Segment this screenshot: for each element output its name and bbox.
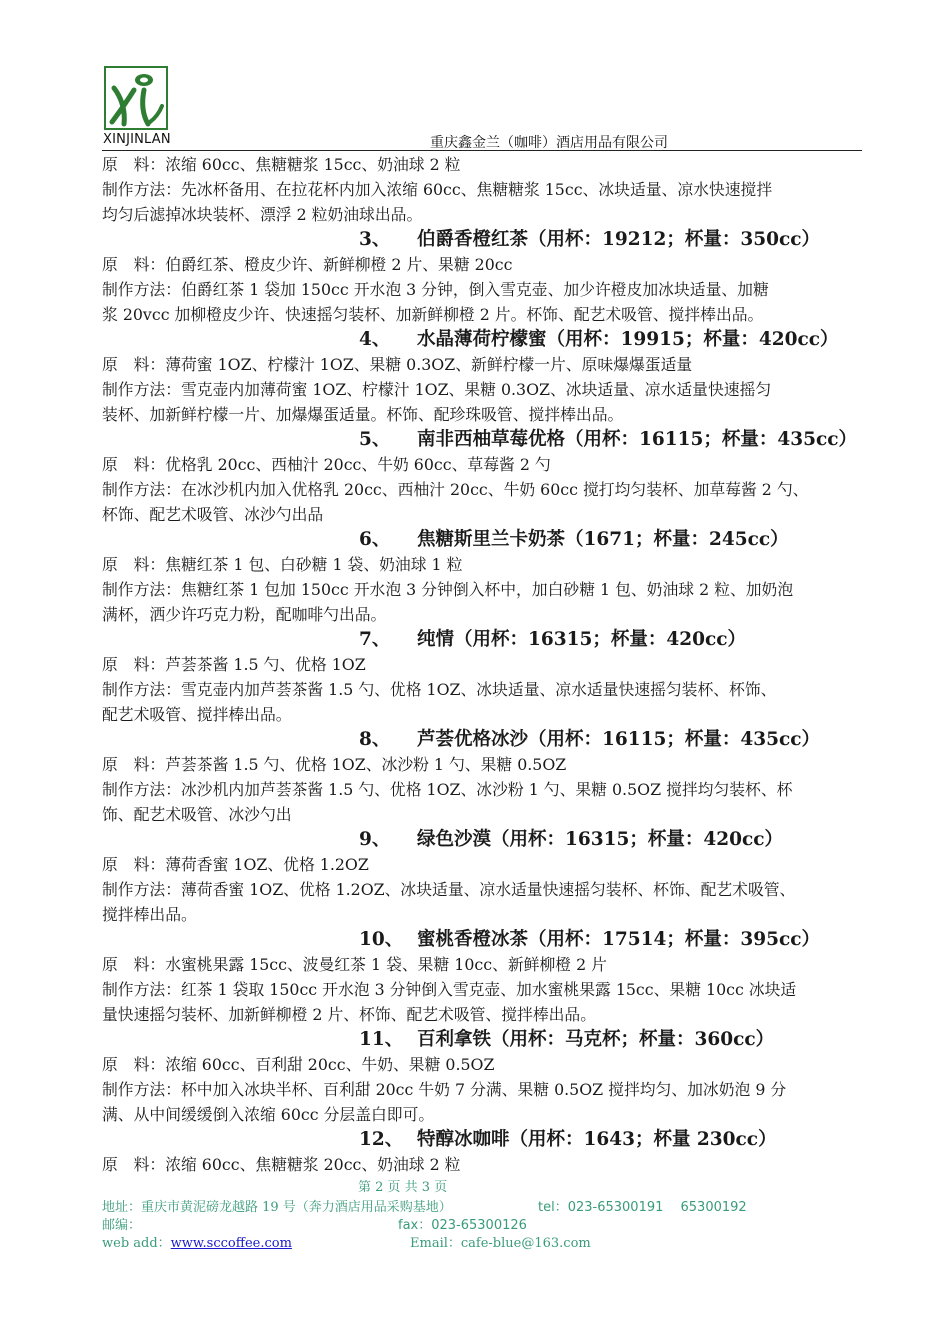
text-line: 原 料：芦荟茶酱 1.5 勺、优格 1OZ、冰沙粉 1 勺、果糖 0.5OZ	[102, 755, 567, 774]
recipe-heading	[102, 1127, 867, 1152]
recipe-heading	[102, 727, 867, 752]
text-line: 制作方法：雪克壶内加芦荟茶酱 1.5 勺、优格 1OZ、冰块适量、凉水适量快速摇匀装杯、杯饰、	[102, 680, 777, 699]
recipe-heading	[102, 427, 867, 452]
footer-address: 地址：重庆市黄泥磅龙越路 19 号（奔力酒店用品采购基地）	[102, 1200, 452, 1215]
text-line: 装杯、加新鲜柠檬一片、加爆爆蛋适量。杯饰、配珍珠吸管、搅拌棒出品。	[102, 405, 624, 424]
text-line: 制作方法：先冰杯备用、在拉花杯内加入浓缩 60cc、焦糖糖浆 15cc、冰块适量、凉水快速搅拌	[102, 180, 773, 199]
text-line: 原 料：优格乳 20cc、西柚汁 20cc、牛奶 60cc、草莓酱 2 勺	[102, 455, 551, 474]
text-line: 原 料：浓缩 60cc、焦糖糖浆 20cc、奶油球 2 粒	[102, 1155, 461, 1174]
recipe-heading	[102, 327, 867, 352]
website-link[interactable]: www.sccoffee.com	[170, 1236, 292, 1251]
text-line: 原 料：薄荷香蜜 1OZ、优格 1.2OZ	[102, 855, 369, 874]
recipe-number: 12、	[359, 1129, 404, 1150]
recipe-title: 伯爵香橙红茶（用杯：19212；杯量：350cc）	[417, 229, 821, 250]
recipe-title: 水晶薄荷柠檬蜜（用杯：19915；杯量：420cc）	[417, 329, 839, 350]
company-name: 重庆鑫金兰（咖啡）酒店用品有限公司	[430, 135, 668, 151]
company-logo-icon	[104, 66, 168, 130]
recipe-number: 5、	[359, 429, 391, 450]
recipe-title: 南非西柚草莓优格（用杯：16115；杯量：435cc）	[417, 429, 858, 450]
text-line: 原 料：焦糖红茶 1 包、白砂糖 1 袋、奶油球 1 粒	[102, 555, 463, 574]
recipe-title: 芦荟优格冰沙（用杯：16115；杯量：435cc）	[417, 729, 821, 750]
recipe-content	[102, 152, 867, 1177]
recipe-number: 8、	[359, 729, 391, 750]
text-line: 原 料：芦荟茶酱 1.5 勺、优格 1OZ	[102, 655, 366, 674]
recipe-title: 特醇冰咖啡（用杯：1643；杯量 230cc）	[417, 1129, 777, 1150]
text-line: 制作方法：在冰沙机内加入优格乳 20cc、西柚汁 20cc、牛奶 60cc 搅打均匀装杯、加草莓酱 2 勺、	[102, 480, 809, 499]
text-line: 制作方法：红茶 1 袋取 150cc 开水泡 3 分钟倒入雪克壶、加水蜜桃果露 15cc、果糖 10cc 冰块适	[102, 980, 797, 999]
recipe-heading	[102, 927, 867, 952]
text-line: 均匀后滤掉冰块装杯、漂浮 2 粒奶油球出品。	[102, 205, 423, 224]
text-line: 原 料：薄荷蜜 1OZ、柠檬汁 1OZ、果糖 0.3OZ、新鲜柠檬一片、原味爆爆蛋适量	[102, 355, 693, 374]
logo-text: XINJINLAN	[103, 132, 171, 147]
text-line: 制作方法：杯中加入冰块半杯、百利甜 20cc 牛奶 7 分满、果糖 0.5OZ 搅拌均匀、加冰奶泡 9 分	[102, 1080, 787, 1099]
recipe-number: 11、	[359, 1029, 404, 1050]
text-line: 制作方法：雪克壶内加薄荷蜜 1OZ、柠檬汁 1OZ、果糖 0.3OZ、冰块适量、凉水适量快速摇匀	[102, 380, 772, 399]
text-line: 制作方法：薄荷香蜜 1OZ、优格 1.2OZ、冰块适量、凉水适量快速摇匀装杯、杯饰、配艺术吸管、	[102, 880, 796, 899]
text-line: 搅拌棒出品。	[102, 905, 197, 924]
recipe-number: 10、	[359, 929, 404, 950]
text-line: 原 料：浓缩 60cc、焦糖糖浆 15cc、奶油球 2 粒	[102, 155, 461, 174]
text-line: 量快速摇匀装杯、加新鲜柳橙 2 片、杯饰、配艺术吸管、搅拌棒出品。	[102, 1005, 597, 1024]
recipe-title: 蜜桃香橙冰茶（用杯：17514；杯量：395cc）	[417, 929, 821, 950]
text-line: 配艺术吸管、搅拌棒出品。	[102, 705, 292, 724]
text-line: 制作方法：伯爵红茶 1 袋加 150cc 开水泡 3 分钟，倒入雪克壶、加少许橙皮加冰块适量、加糖	[102, 280, 769, 299]
header-divider	[102, 150, 862, 151]
recipe-heading	[102, 227, 867, 252]
text-line: 满、从中间缓缓倒入浓缩 60cc 分层盖白即可。	[102, 1105, 435, 1124]
text-line: 原 料：浓缩 60cc、百利甜 20cc、牛奶、果糖 0.5OZ	[102, 1055, 495, 1074]
text-line: 杯饰、配艺术吸管、冰沙勺出品	[102, 505, 324, 524]
page-number: 第 2 页 共 3 页	[358, 1180, 448, 1195]
footer-fax: fax：023-65300126	[398, 1218, 527, 1233]
text-line: 制作方法：冰沙机内加芦荟茶酱 1.5 勺、优格 1OZ、冰沙粉 1 勺、果糖 0.5OZ 搅拌均匀装杯、杯	[102, 780, 793, 799]
text-line: 满杯，洒少许巧克力粉，配咖啡勺出品。	[102, 605, 387, 624]
footer-postcode: 邮编：	[102, 1218, 142, 1233]
text-line: 浆 20vcc 加柳橙皮少许、快速摇匀装杯、加新鲜柳橙 2 片。杯饰、配艺术吸管、搅拌棒出品。	[102, 305, 764, 324]
footer-email: Email：cafe-blue@163.com	[410, 1236, 591, 1251]
recipe-title: 绿色沙漠（用杯：16315；杯量：420cc）	[417, 829, 784, 850]
text-line: 原 料：水蜜桃果露 15cc、波曼红茶 1 袋、果糖 10cc、新鲜柳橙 2 片	[102, 955, 607, 974]
recipe-number: 7、	[359, 629, 391, 650]
text-line: 饰、配艺术吸管、冰沙勺出	[102, 805, 292, 824]
recipe-number: 3、	[359, 229, 391, 250]
recipe-number: 9、	[359, 829, 391, 850]
recipe-title: 纯情（用杯：16315；杯量：420cc）	[417, 629, 747, 650]
footer-web-label: web add：	[102, 1236, 171, 1251]
recipe-title: 百利拿铁（用杯：马克杯；杯量：360cc）	[417, 1029, 775, 1050]
recipe-heading	[102, 627, 867, 652]
footer-tel: tel：023-65300191 65300192	[538, 1200, 747, 1215]
recipe-heading	[102, 527, 867, 552]
recipe-heading	[102, 827, 867, 852]
text-line: 制作方法：焦糖红茶 1 包加 150cc 开水泡 3 分钟倒入杯中，加白砂糖 1 包、奶油球 2 粒、加奶泡	[102, 580, 794, 599]
recipe-heading	[102, 1027, 867, 1052]
recipe-number: 4、	[359, 329, 391, 350]
text-line: 原 料：伯爵红茶、橙皮少许、新鲜柳橙 2 片、果糖 20cc	[102, 255, 513, 274]
recipe-number: 6、	[359, 529, 391, 550]
recipe-title: 焦糖斯里兰卡奶茶（1671；杯量：245cc）	[417, 529, 789, 550]
